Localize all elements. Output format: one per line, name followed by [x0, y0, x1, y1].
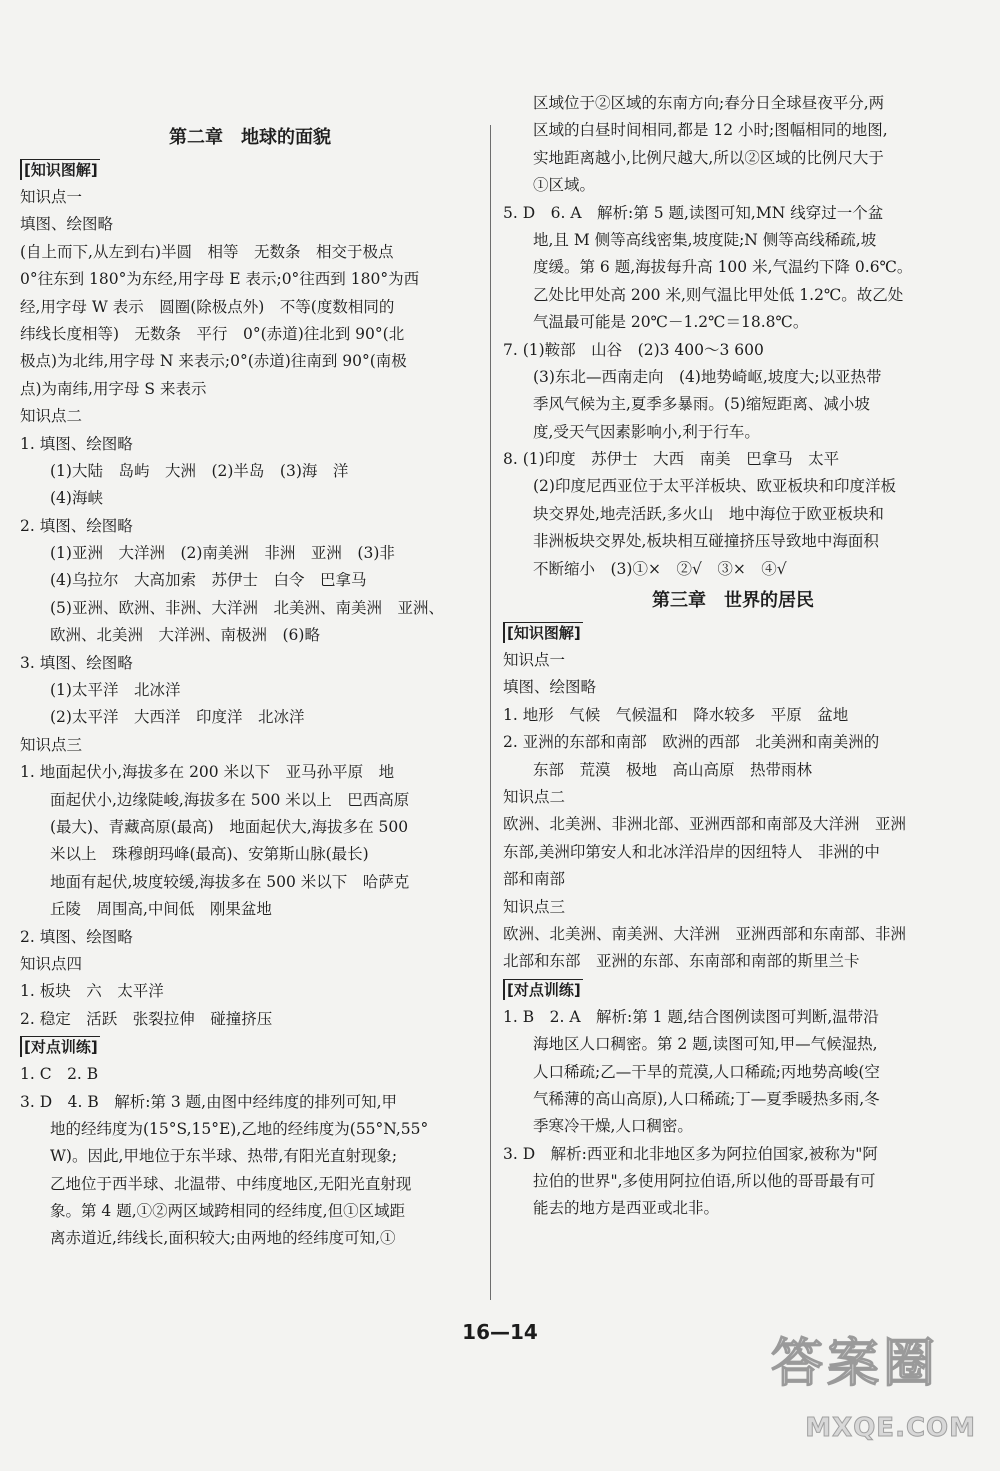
text-line: 能去的地方是西亚或北非。: [533, 1199, 720, 1218]
text-line: ①区域。: [533, 176, 596, 195]
text-line: 拉伯的世界",多使用阿拉伯语,所以他的哥哥最有可: [533, 1172, 876, 1191]
text-line: (自上而下,从左到右)半圆 相等 无数条 相交于极点: [20, 242, 394, 261]
text-line: 非洲板块交界处,板块相互碰撞挤压导致地中海面积: [533, 532, 879, 551]
text-line: 米以上 珠穆朗玛峰(最高)、安第斯山脉(最长): [50, 845, 369, 864]
text-line: 丘陵 周围高,中间低 刚果盆地: [50, 900, 272, 919]
text-line: 人口稀疏;乙—干旱的荒漠,人口稀疏;丙地势高峻(空: [533, 1062, 880, 1081]
text-line: (1)大陆 岛屿 大洲 (2)半岛 (3)海 洋: [50, 461, 349, 480]
text-line: 1. 填图、绘图略: [20, 434, 133, 453]
site-watermark: [766, 1311, 976, 1451]
page-number: 16—14: [462, 1320, 538, 1344]
knowledge-point-3: 知识点三: [503, 897, 566, 916]
watermark-url: MXQE.COM: [805, 1413, 976, 1443]
text-line: 季寒冷干燥,人口稠密。: [533, 1117, 693, 1136]
text-line: 欧洲、北美洲、南美洲、大洋洲 亚洲西部和东南部、非洲: [503, 924, 907, 943]
text-line: 3. D 解析:西亚和北非地区多为阿拉伯国家,被称为"阿: [503, 1144, 878, 1163]
section-tag-diagram: [知识图解]: [503, 619, 963, 647]
knowledge-point-2: 知识点二: [503, 787, 566, 806]
section-tag-exercises: [对点训练]: [503, 976, 963, 1004]
text-line: 纬线长度相等) 无数条 平行 0°(赤道)往北到 90°(北: [20, 324, 405, 343]
left-column: [20, 120, 480, 1253]
text-line: (4)海峡: [50, 489, 103, 508]
text-line: 极点)为北纬,用字母 N 来表示;0°(赤道)往南到 90°(南极: [20, 352, 407, 371]
text-line: 0°往东到 180°为东经,用字母 E 表示;0°往西到 180°为西: [20, 270, 420, 289]
text-line: 东部 荒漠 极地 高山高原 热带雨林: [533, 760, 813, 779]
text-line: (3)东北—西南走向 (4)地势崎岖,坡度大;以亚热带: [533, 367, 882, 386]
text-line: 象。第 4 题,①②两区域跨相同的经纬度,但①区域距: [50, 1202, 406, 1221]
text-line: 填图、绘图略: [503, 678, 597, 697]
text-line: 不断缩小 (3)①× ②√ ③× ④√: [533, 559, 787, 578]
text-line: W)。因此,甲地位于东半球、热带,有阳光直射现象;: [50, 1147, 398, 1166]
chapter-3-title: 第三章 世界的居民: [652, 590, 814, 612]
text-line: 块交界处,地壳活跃,多火山 地中海位于欧亚板块和: [533, 504, 884, 523]
text-line: 1. B 2. A 解析:第 1 题,结合图例读图可判断,温带沿: [503, 1007, 879, 1026]
text-line: (2)印度尼西亚位于太平洋板块、欧亚板块和印度洋板: [533, 477, 896, 496]
text-line: 欧洲、北美洲、非洲北部、亚洲西部和南部及大洋洲 亚洲: [503, 815, 907, 834]
text-line: 3. D 4. B 解析:第 3 题,由图中经纬度的排列可知,甲: [20, 1092, 398, 1111]
text-line: 8. (1)印度 苏伊士 大西 南美 巴拿马 太平: [503, 450, 840, 469]
text-line: 北部和东部 亚洲的东部、东南部和南部的斯里兰卡: [503, 952, 860, 971]
text-line: 1. C 2. B: [20, 1065, 99, 1084]
text-line: 填图、绘图略: [20, 215, 114, 234]
text-line: 气温最可能是 20℃－1.2℃＝18.8℃。: [533, 313, 809, 332]
text-line: 乙处比甲处高 200 米,则气温比甲处低 1.2℃。故乙处: [533, 285, 904, 304]
knowledge-point-1: 知识点一: [503, 651, 566, 670]
text-line: 地面有起伏,坡度较缓,海拔多在 500 米以下 哈萨克: [50, 872, 410, 891]
right-column: [503, 90, 963, 1223]
text-line: 2. 稳定 活跃 张裂拉伸 碰撞挤压: [20, 1009, 273, 1028]
text-line: 1. 地面起伏小,海拔多在 200 米以下 亚马孙平原 地: [20, 763, 395, 782]
text-line: 经,用字母 W 表示 圆圈(除极点外) 不等(度数相同的: [20, 297, 395, 316]
text-line: (最大)、青藏高原(最高) 地面起伏大,海拔多在 500: [50, 817, 409, 836]
text-line: (2)太平洋 大西洋 印度洋 北冰洋: [50, 708, 305, 727]
text-line: 2. 填图、绘图略: [20, 516, 133, 535]
text-line: 点)为南纬,用字母 S 来表示: [20, 379, 207, 398]
text-line: (1)亚洲 大洋洲 (2)南美洲 非洲 亚洲 (3)非: [50, 544, 395, 563]
text-line: 7. (1)鞍部 山谷 (2)3 400～3 600: [503, 340, 764, 359]
text-line: 离赤道近,纬线长,面积较大;由两地的经纬度可知,①: [50, 1229, 396, 1248]
text-line: 区域的白昼时间相同,都是 12 小时;图幅相同的地图,: [533, 121, 888, 140]
knowledge-point-2: 知识点二: [20, 407, 83, 426]
text-line: 乙地位于西半球、北温带、中纬度地区,无阳光直射现: [50, 1174, 412, 1193]
text-line: 1. 地形 气候 气候温和 降水较多 平原 盆地: [503, 705, 849, 724]
text-line: (1)太平洋 北冰洋: [50, 681, 181, 700]
text-line: (5)亚洲、欧洲、非洲、大洋洲 北美洲、南美洲 亚洲、: [50, 598, 444, 617]
watermark-logo: 答案圈: [771, 1334, 940, 1394]
text-line: 2. 亚洲的东部和南部 欧洲的西部 北美洲和南美洲的: [503, 733, 880, 752]
text-line: 海地区人口稠密。第 2 题,读图可知,甲—气候湿热,: [533, 1035, 878, 1054]
text-line: 度缓。第 6 题,海拔每升高 100 米,气温约下降 0.6℃。: [533, 258, 913, 277]
text-line: 1. 板块 六 太平洋: [20, 982, 164, 1001]
text-line: 区域位于②区域的东南方向;春分日全球昼夜平分,两: [533, 94, 885, 112]
text-line: 2. 填图、绘图略: [20, 927, 133, 946]
text-line: 地的经纬度为(15°S,15°E),乙地的经纬度为(55°N,55°: [50, 1119, 429, 1138]
text-line: 季风气候为主,夏季多暴雨。(5)缩短距离、减小坡: [533, 395, 870, 414]
text-line: 气稀薄的高山高原),人口稀疏;丁—夏季暖热多雨,冬: [533, 1089, 880, 1108]
knowledge-point-3: 知识点三: [20, 735, 83, 754]
section-tag-exercises: [对点训练]: [20, 1033, 480, 1061]
text-line: 实地距离越小,比例尺越大,所以②区域的比例尺大于: [533, 148, 884, 167]
text-line: 3. 填图、绘图略: [20, 653, 133, 672]
text-line: (4)乌拉尔 大高加索 苏伊士 白令 巴拿马: [50, 571, 367, 590]
text-line: 东部,美洲印第安人和北冰洋沿岸的因纽特人 非洲的中: [503, 842, 880, 861]
text-line: 面起伏小,边缘陡峻,海拔多在 500 米以上 巴西高原: [50, 790, 410, 809]
knowledge-point-1: 知识点一: [20, 188, 83, 206]
text-line: 部和南部: [503, 870, 566, 889]
knowledge-point-4: 知识点四: [20, 954, 83, 973]
column-divider: [490, 125, 491, 1300]
text-line: 欧洲、北美洲 大洋洲、南极洲 (6)略: [50, 626, 320, 645]
text-line: 度,受天气因素影响小,利于行车。: [533, 422, 760, 441]
text-line: 5. D 6. A 解析:第 5 题,读图可知,MN 线穿过一个盆: [503, 203, 884, 222]
section-tag-diagram: [知识图解]: [20, 156, 480, 184]
text-line: 地,且 M 侧等高线密集,坡度陡;N 侧等高线稀疏,坡: [533, 230, 877, 249]
chapter-2-title: 第二章 地球的面貌: [169, 127, 331, 148]
